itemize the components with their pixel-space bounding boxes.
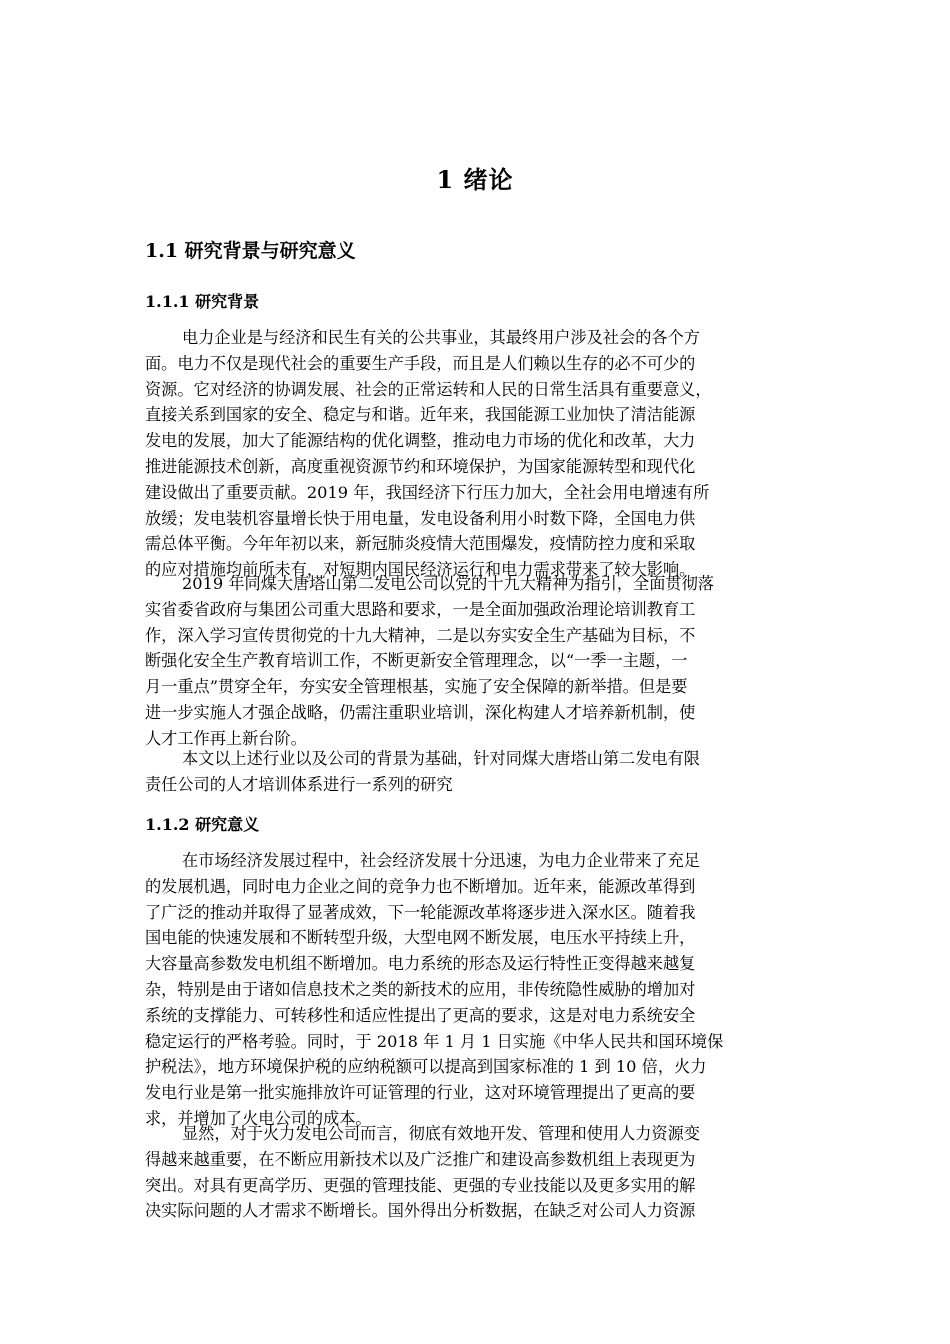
text-line: 发电的发展，加大了能源结构的优化调整，推动电力市场的优化和改革，大力 [145,431,696,451]
section-heading: 1.1 研究背景与研究意义 [145,240,356,262]
paragraph [145,325,810,583]
text-line: 国电能的快速发展和不断转型升级，大型电网不断发展，电压水平持续上升， [145,928,696,948]
text-line: 实省委省政府与集团公司重大思路和要求，一是全面加强政治理论培训教育工 [145,599,696,619]
text-line: 作，深入学习宣传贯彻党的十九大精神，二是以夯实安全生产基础为目标，不 [145,625,696,645]
text-line: 电力企业是与经济和民生有关的公共事业，其最终用户涉及社会的各个方 [182,328,700,347]
text-line: 得越来越重要，在不断应用新技术以及广泛推广和建设高参数机组上表现更为 [145,1149,696,1169]
text-line: 断强化安全生产教育培训工作，不断更新安全管理理念，以“一季一主题，一 [145,651,688,671]
chapter-title: 1 绪论 [436,165,514,194]
text-line: 需总体平衡。今年年初以来，新冠肺炎疫情大范围爆发，疫情防控力度和采取 [145,534,696,554]
text-line: 系统的支撑能力、可转移性和适应性提出了更高的要求，这是对电力系统安全 [145,1005,696,1025]
text-line: 护税法》，地方环境保护税的应纳税额可以提高到国家标准的 1 到 10 倍，火力 [145,1057,707,1077]
text-line: 大容量高参数发电机组不断增加。电力系统的形态及运行特性正变得越来越复 [145,954,696,974]
text-line: 月一重点”贯穿全年，夯实安全管理根基，实施了安全保障的新举措。但是要 [145,677,688,697]
text-line: 发电行业是第一批实施排放许可证管理的行业，这对环境管理提出了更高的要 [145,1083,696,1103]
paragraph [145,848,810,1132]
text-line: 稳定运行的严格考验。同时，于 2018 年 1 月 1 日实施《中华人民共和国环境保 [145,1031,724,1051]
text-line: 直接关系到国家的安全、稳定与和谐。近年来，我国能源工业加快了清洁能源 [145,405,696,425]
text-line: 在市场经济发展过程中，社会经济发展十分迅速，为电力企业带来了充足 [182,851,700,870]
paragraph [145,1121,810,1224]
paragraph [145,746,810,798]
text-line: 面。电力不仅是现代社会的重要生产手段，而且是人们赖以生存的必不可少的 [145,353,696,373]
text-line: 的发展机遇，同时电力企业之间的竞争力也不断增加。近年来，能源改革得到 [145,876,696,896]
paragraph [145,571,810,752]
text-line: 求，并增加了火电公司的成本。 [145,1108,372,1128]
text-line: 推进能源技术创新，高度重视资源节约和环境保护，为国家能源转型和现代化 [145,456,696,476]
text-line: 杂，特别是由于诸如信息技术之类的新技术的应用，非传统隐性威胁的增加对 [145,979,696,999]
text-line: 进一步实施人才强企战略，仍需注重职业培训，深化构建人才培养新机制，使 [145,702,696,722]
text-line: 显然，对于火力发电公司而言，彻底有效地开发、管理和使用人力资源变 [182,1124,700,1143]
text-line: 突出。对具有更高学历、更强的管理技能、更强的专业技能以及更多实用的解 [145,1175,696,1195]
subsection-heading-background: 1.1.1 研究背景 [145,292,260,311]
text-line: 建设做出了重要贡献。2019 年，我国经济下行压力加大，全社会用电增速有所 [145,482,710,502]
text-line: 本文以上述行业以及公司的背景为基础，针对同煤大唐塔山第二发电有限 [182,749,700,768]
subsection-heading-significance: 1.1.2 研究意义 [145,815,260,834]
text-line: 责任公司的人才培训体系进行一系列的研究 [145,774,453,794]
text-line: 资源。它对经济的协调发展、社会的正常运转和人民的日常生活具有重要意义， [145,379,712,399]
text-line: 2019 年同煤大唐塔山第二发电公司以党的十九大精神为指引，全面贯彻落 [182,574,714,593]
text-line: 的应对措施均前所未有，对短期内国民经济运行和电力需求带来了较大影响。 [145,560,696,580]
text-line: 了广泛的推动并取得了显著成效，下一轮能源改革将逐步进入深水区。随着我 [145,902,696,922]
text-line: 放缓；发电装机容量增长快于用电量，发电设备利用小时数下降，全国电力供 [145,508,696,528]
text-line: 人才工作再上新台阶。 [145,728,307,748]
text-line: 决实际问题的人才需求不断增长。国外得出分析数据，在缺乏对公司人力资源 [145,1201,696,1221]
